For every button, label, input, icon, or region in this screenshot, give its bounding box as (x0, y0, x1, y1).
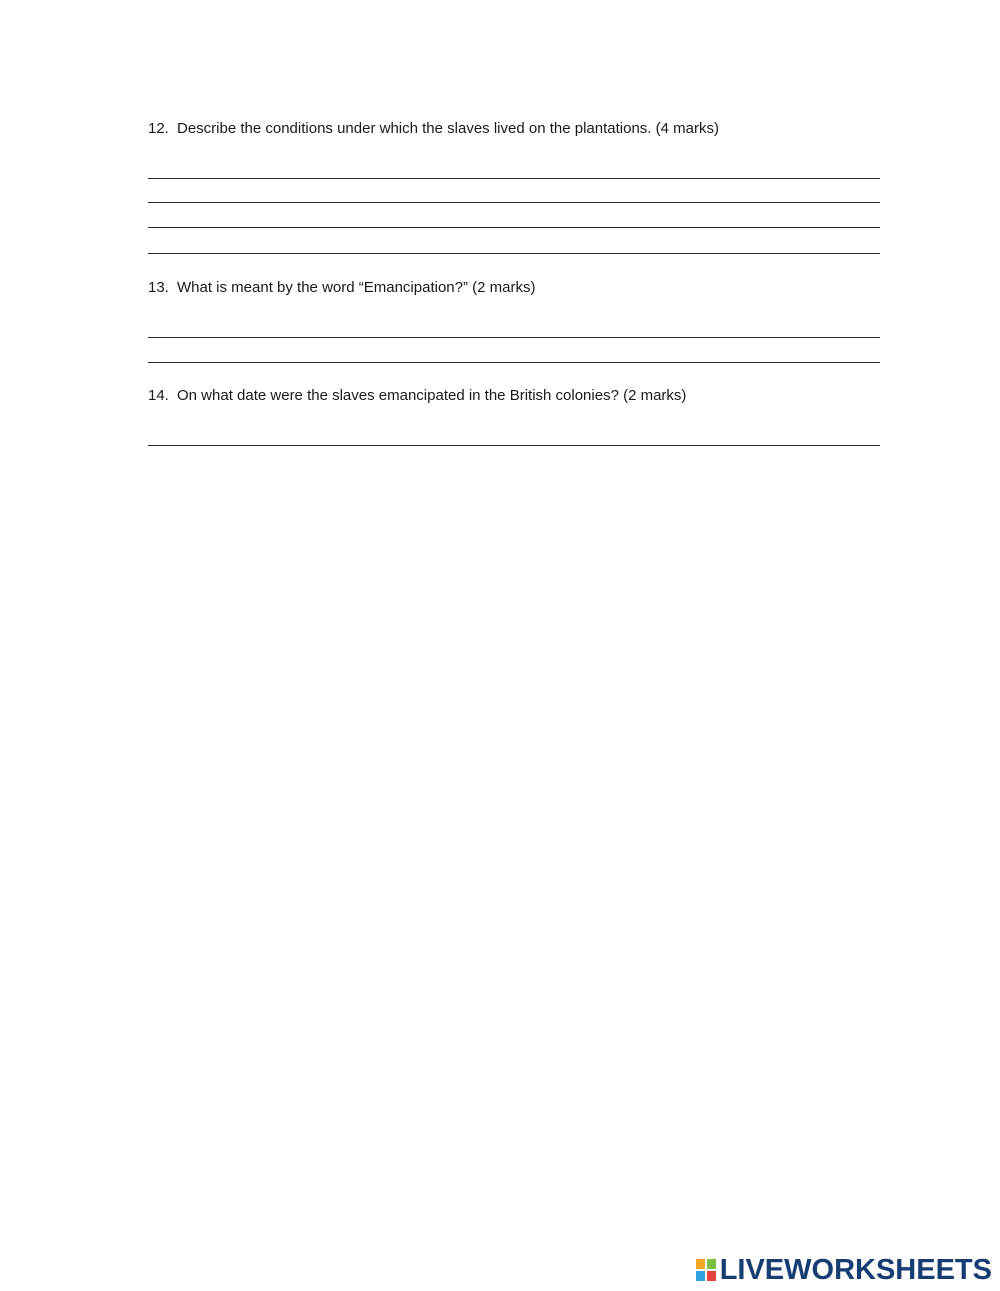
answer-line[interactable] (148, 362, 880, 363)
question-13 (148, 279, 535, 297)
brand-name: LIVEWORKSHEETS (719, 1253, 992, 1286)
answer-line[interactable] (148, 227, 880, 228)
question-14 (148, 387, 686, 405)
question-12 (148, 120, 719, 138)
answer-line[interactable] (148, 202, 880, 203)
question-number: 13. (148, 279, 169, 296)
liveworksheets-logo (695, 1252, 992, 1288)
answer-line[interactable] (148, 253, 880, 254)
answer-line[interactable] (148, 178, 880, 179)
question-number: 12. (148, 120, 169, 137)
question-number: 14. (148, 387, 169, 404)
answer-line[interactable] (148, 337, 880, 338)
question-text: On what date were the slaves emancipated in the British colonies? (2 marks) (177, 387, 687, 404)
question-text: Describe the conditions under which the slaves lived on the plantations. (4 marks) (177, 120, 719, 137)
answer-line[interactable] (148, 445, 880, 446)
liveworksheets-logo-icon (695, 1258, 717, 1282)
question-text: What is meant by the word “Emancipation?” (2 marks) (177, 279, 536, 296)
